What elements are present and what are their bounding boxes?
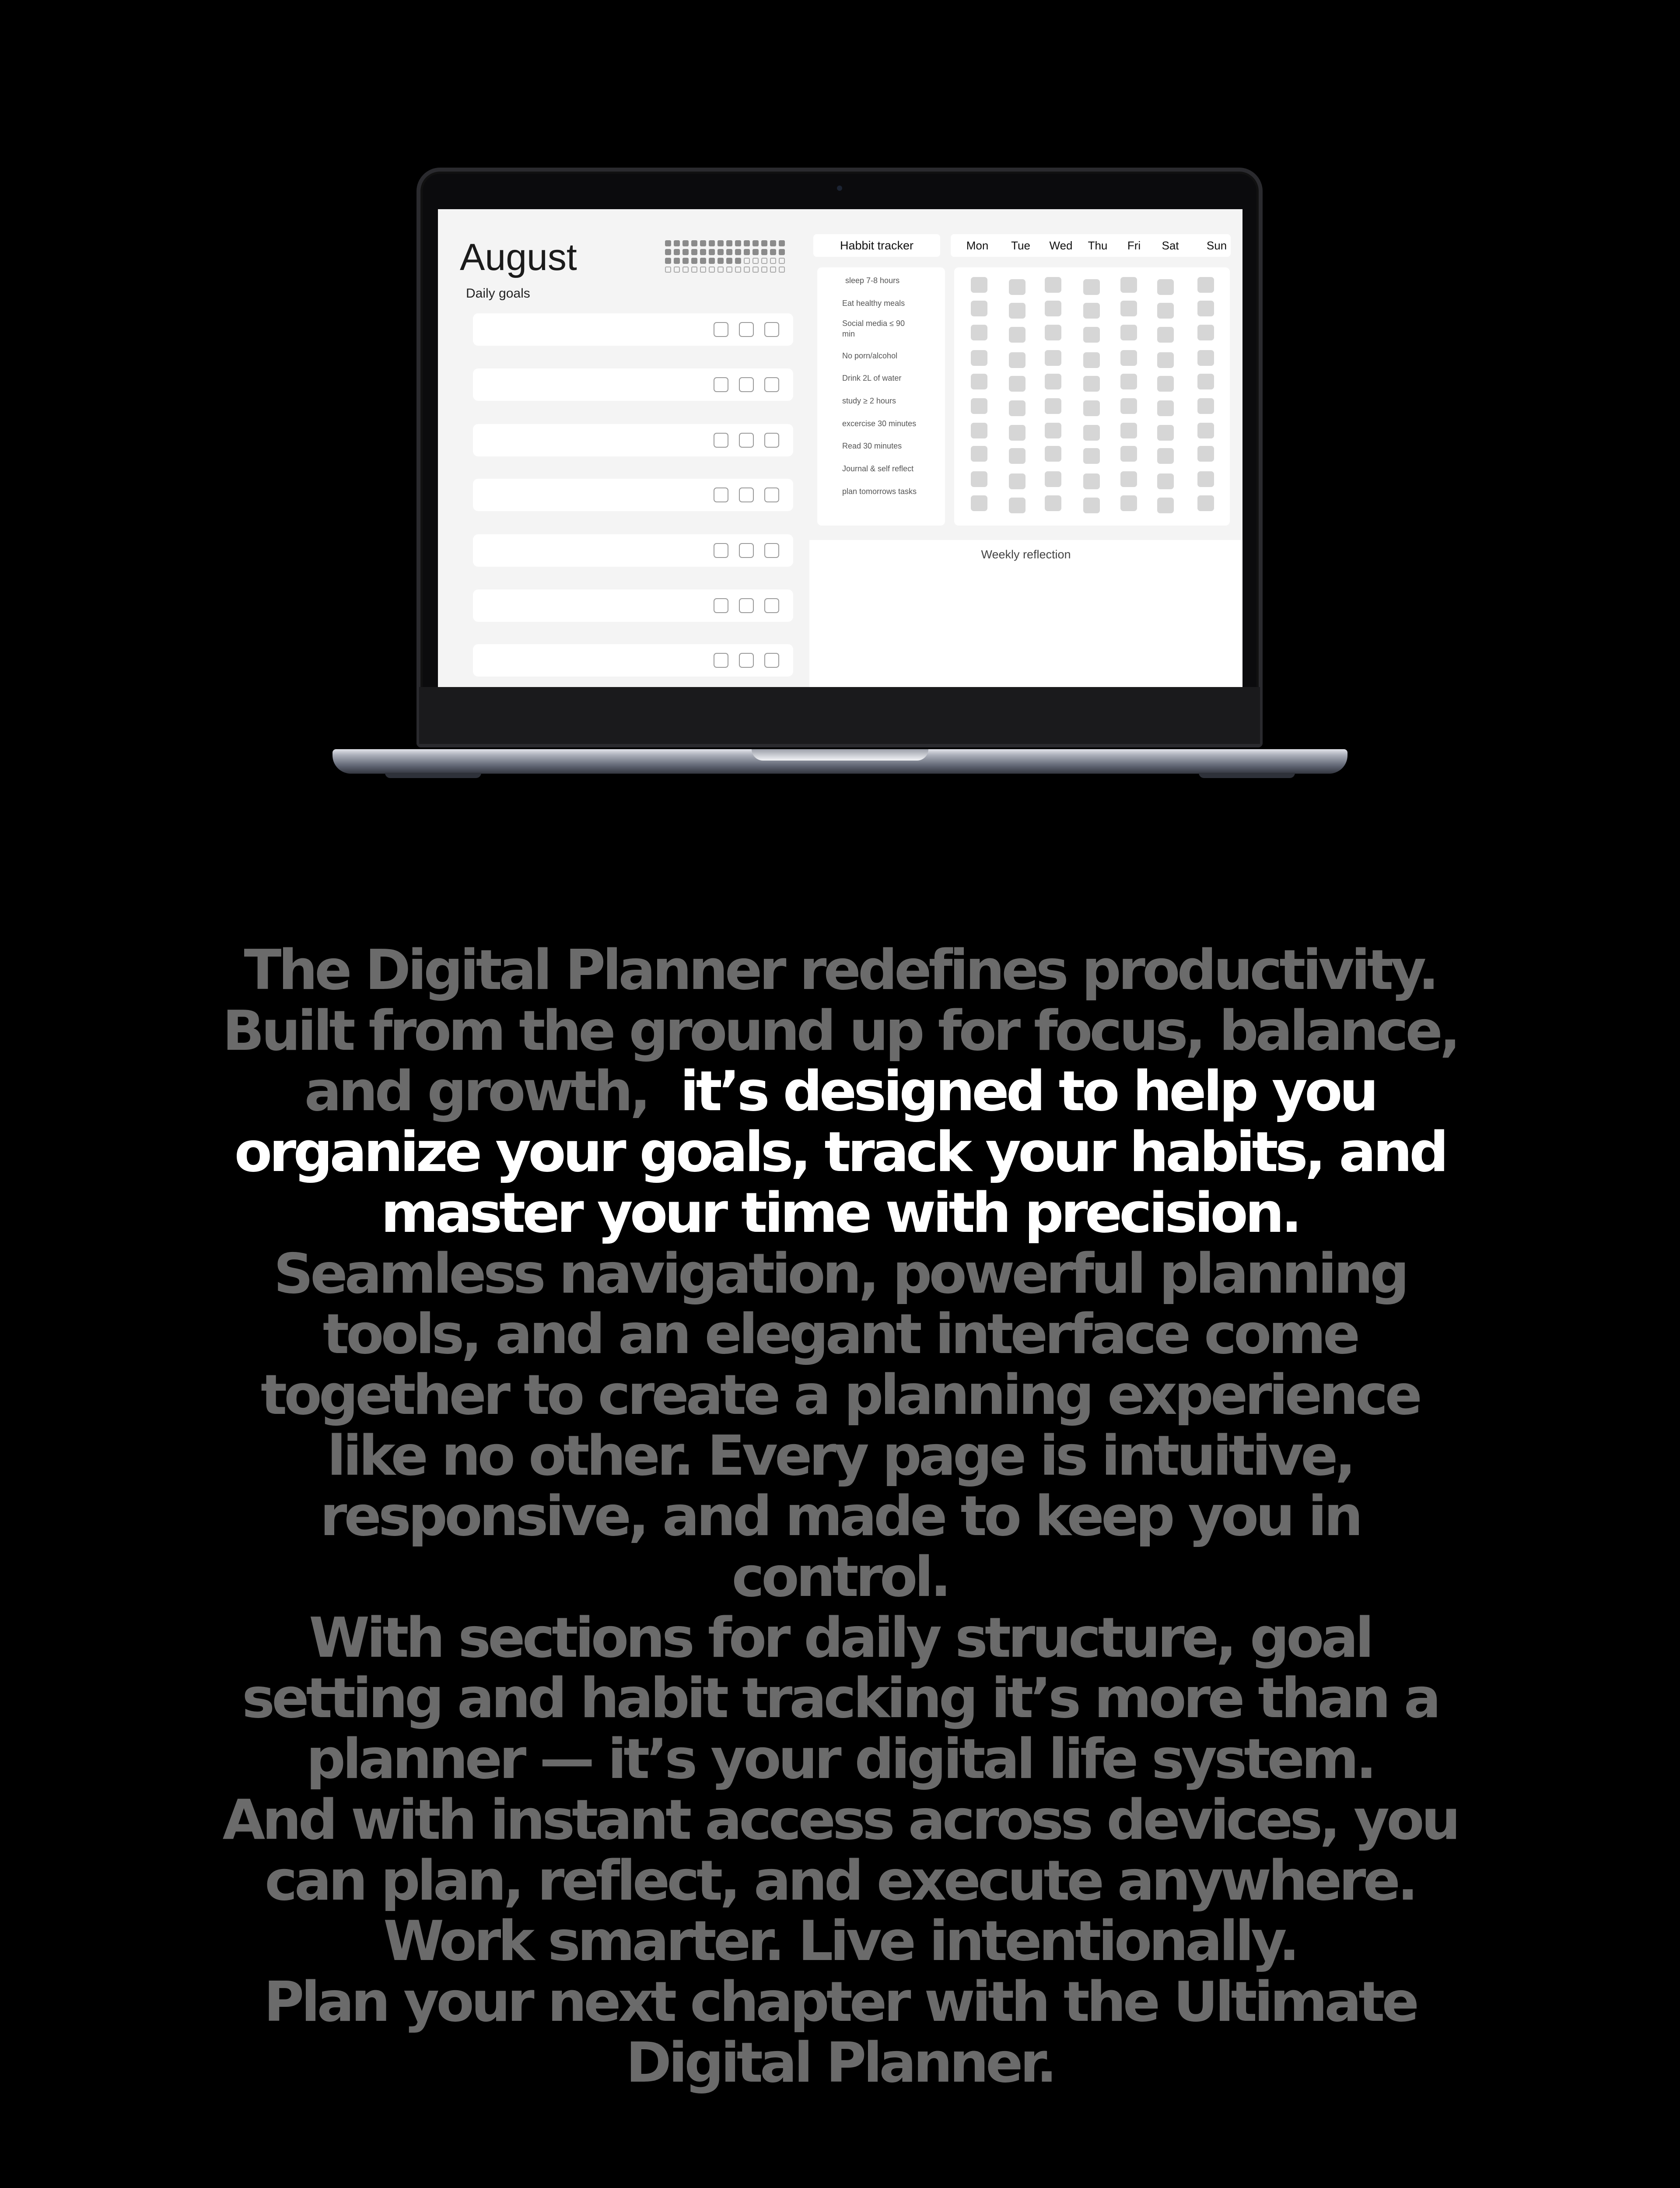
habit-checkbox[interactable] [971, 374, 987, 389]
goal-row[interactable] [473, 644, 793, 677]
copy-line [140, 1061, 1540, 1122]
habit-checkbox[interactable] [1157, 400, 1174, 416]
weekly-reflection-title: Weekly reflection [981, 548, 1071, 561]
habit-checkbox[interactable] [1120, 374, 1137, 389]
habit-checkbox[interactable] [971, 423, 987, 438]
day-label: Sat [1162, 239, 1179, 252]
habit-checkbox[interactable] [1009, 498, 1026, 513]
habit-checkbox[interactable] [1083, 425, 1100, 441]
calendar-day[interactable] [770, 249, 776, 255]
calendar-day[interactable] [752, 266, 759, 273]
habit-label: sleep 7-8 hours [845, 276, 900, 285]
copy-line: Seamless navigation, powerful planning [273, 1241, 1407, 1306]
habit-checkbox[interactable] [1120, 325, 1137, 340]
calendar-day[interactable] [674, 266, 680, 273]
habit-checkbox[interactable] [1009, 473, 1026, 489]
goal-checkbox[interactable] [714, 598, 728, 613]
habit-checkbox[interactable] [1045, 446, 1061, 462]
calendar-day[interactable] [779, 258, 785, 264]
days-header [951, 234, 1231, 257]
calendar-day[interactable] [744, 266, 750, 273]
copy-fragment: and growth, [304, 1059, 648, 1124]
copy-line: Plan your next chapter with the Ultimate [264, 1969, 1416, 2034]
habit-checkbox[interactable] [1009, 327, 1026, 343]
goal-checkbox[interactable] [764, 543, 779, 558]
copy-highlight-line: master your time with precision. [381, 1180, 1299, 1245]
goal-checkbox[interactable] [739, 433, 754, 448]
copy-line: setting and habit tracking it’s more than a [242, 1666, 1438, 1731]
habit-checkbox[interactable] [1197, 301, 1214, 316]
calendar-day[interactable] [682, 266, 689, 273]
habit-checkbox[interactable] [1120, 495, 1137, 511]
copy-highlight-line: organize your goals, track your habits, and [234, 1120, 1446, 1185]
calendar-day[interactable] [726, 258, 732, 264]
copy-line: together to create a planning experience [260, 1362, 1420, 1427]
habit-checkbox[interactable] [1120, 471, 1137, 487]
laptop-opening-lip [752, 749, 928, 761]
habit-checkbox[interactable] [1009, 425, 1026, 441]
marketing-copy [140, 940, 1540, 2093]
weekly-reflection-panel[interactable] [809, 540, 1242, 687]
calendar-day[interactable] [770, 258, 776, 264]
habit-checkbox[interactable] [971, 350, 987, 366]
habit-checkbox[interactable] [1009, 448, 1026, 464]
habit-label: No porn/alcohol [842, 351, 898, 360]
habit-list [817, 267, 945, 526]
habit-grid [954, 267, 1230, 526]
calendar-day[interactable] [752, 249, 759, 255]
calendar-day[interactable] [735, 240, 741, 246]
goal-checkbox[interactable] [764, 653, 779, 668]
calendar-day[interactable] [709, 258, 715, 264]
goal-checkbox[interactable] [739, 487, 754, 502]
habit-checkbox[interactable] [1157, 425, 1174, 441]
calendar-day[interactable] [770, 240, 776, 246]
copy-line: like no other. Every page is intuitive, [327, 1423, 1353, 1488]
day-label: Wed [1049, 239, 1073, 252]
habit-checkbox[interactable] [1120, 423, 1137, 438]
laptop-foot-right [1199, 773, 1295, 778]
copy-line: Built from the ground up for focus, balance, [222, 998, 1458, 1063]
calendar-day[interactable] [674, 258, 680, 264]
calendar-day[interactable] [752, 258, 759, 264]
goal-row[interactable] [473, 479, 793, 511]
calendar-day[interactable] [700, 266, 706, 273]
habit-checkbox[interactable] [1197, 495, 1214, 511]
habit-checkbox[interactable] [1197, 398, 1214, 414]
goal-checkbox[interactable] [739, 543, 754, 558]
day-label: Thu [1088, 239, 1108, 252]
habit-checkbox[interactable] [1045, 495, 1061, 511]
habit-label: Drink 2L of water [842, 374, 902, 382]
habit-checkbox[interactable] [1083, 352, 1100, 368]
habit-checkbox[interactable] [1120, 398, 1137, 414]
goal-checkbox[interactable] [714, 543, 728, 558]
habit-checkbox[interactable] [1083, 473, 1100, 489]
habit-checkbox[interactable] [1197, 471, 1214, 487]
habit-tracker-title: Habbit tracker [840, 238, 914, 252]
habit-checkbox[interactable] [1197, 350, 1214, 366]
habit-checkbox[interactable] [1083, 448, 1100, 464]
habit-checkbox[interactable] [1197, 423, 1214, 438]
habit-checkbox[interactable] [1045, 325, 1061, 340]
habit-checkbox[interactable] [1045, 277, 1061, 293]
habit-checkbox[interactable] [1083, 303, 1100, 319]
calendar-day[interactable] [691, 266, 697, 273]
calendar-day[interactable] [665, 266, 671, 273]
calendar-day[interactable] [735, 266, 741, 273]
habit-checkbox[interactable] [1157, 448, 1174, 464]
calendar-day[interactable] [709, 240, 715, 246]
calendar-day[interactable] [718, 266, 724, 273]
calendar-day[interactable] [735, 258, 741, 264]
goal-checkbox[interactable] [739, 322, 754, 337]
planner-screen [438, 209, 1242, 687]
calendar-day[interactable] [718, 249, 724, 255]
habit-checkbox[interactable] [1157, 279, 1174, 295]
copy-line: Work smarter. Live intentionally. [383, 1909, 1297, 1974]
habit-checkbox[interactable] [1045, 374, 1061, 389]
calendar-day[interactable] [674, 240, 680, 246]
copy-line: responsive, and made to keep you in [320, 1484, 1360, 1549]
goal-checkbox[interactable] [714, 433, 728, 448]
habit-checkbox[interactable] [1009, 352, 1026, 368]
calendar-day[interactable] [761, 249, 767, 255]
habit-checkbox[interactable] [1157, 376, 1174, 392]
calendar-day[interactable] [726, 266, 732, 273]
calendar-day[interactable] [726, 240, 732, 246]
calendar-day[interactable] [691, 258, 697, 264]
habit-checkbox[interactable] [971, 495, 987, 511]
habit-checkbox[interactable] [1197, 277, 1214, 293]
calendar-day[interactable] [744, 249, 750, 255]
calendar-day[interactable] [726, 249, 732, 255]
goal-checkbox[interactable] [739, 653, 754, 668]
habit-checkbox[interactable] [971, 471, 987, 487]
laptop-chin [419, 687, 1260, 744]
goal-row[interactable] [473, 424, 793, 456]
calendar-day[interactable] [691, 240, 697, 246]
habit-tracker-header [813, 234, 940, 257]
calendar-day[interactable] [744, 240, 750, 246]
calendar-day[interactable] [700, 258, 706, 264]
calendar-day[interactable] [761, 266, 767, 273]
habit-checkbox[interactable] [1157, 303, 1174, 319]
habit-checkbox[interactable] [1120, 350, 1137, 366]
calendar-day[interactable] [752, 240, 759, 246]
copy-line: planner — it’s your digital life system. [306, 1727, 1374, 1792]
month-title: August [460, 236, 577, 278]
day-label: Sun [1206, 239, 1227, 252]
camera-icon [837, 186, 842, 191]
habit-checkbox[interactable] [971, 325, 987, 340]
goal-checkbox[interactable] [764, 377, 779, 392]
calendar-day[interactable] [718, 240, 724, 246]
habit-label: study ≥ 2 hours [842, 396, 896, 405]
habit-checkbox[interactable] [1120, 446, 1137, 462]
habit-checkbox[interactable] [1120, 301, 1137, 316]
goal-checkbox[interactable] [764, 433, 779, 448]
habit-checkbox[interactable] [1157, 473, 1174, 489]
habit-checkbox[interactable] [1120, 277, 1137, 293]
goal-row[interactable] [473, 589, 793, 622]
day-label: Tue [1011, 239, 1030, 252]
mini-calendar [665, 240, 786, 284]
calendar-day[interactable] [700, 240, 706, 246]
calendar-day[interactable] [779, 266, 785, 273]
habit-checkbox[interactable] [971, 277, 987, 293]
habit-checkbox[interactable] [1045, 471, 1061, 487]
copy-line: tools, and an elegant interface come [322, 1302, 1358, 1367]
calendar-day[interactable] [770, 266, 776, 273]
habit-checkbox[interactable] [1197, 325, 1214, 340]
calendar-day[interactable] [691, 249, 697, 255]
calendar-day[interactable] [718, 258, 724, 264]
habit-checkbox[interactable] [1045, 301, 1061, 316]
habit-checkbox[interactable] [971, 301, 987, 316]
habit-checkbox[interactable] [1197, 446, 1214, 462]
habit-checkbox[interactable] [1045, 423, 1061, 438]
habit-label: Social media ≤ 90 min [842, 319, 905, 338]
calendar-day[interactable] [709, 249, 715, 255]
goal-row[interactable] [473, 368, 793, 401]
habit-checkbox[interactable] [1045, 398, 1061, 414]
habit-checkbox[interactable] [1009, 400, 1026, 416]
calendar-day[interactable] [709, 266, 715, 273]
habit-checkbox[interactable] [1083, 327, 1100, 343]
copy-line: can plan, reflect, and execute anywhere. [265, 1848, 1415, 1913]
habit-checkbox[interactable] [1009, 376, 1026, 392]
habit-label: excercise 30 minutes [842, 419, 917, 428]
calendar-day[interactable] [665, 249, 671, 255]
habit-checkbox[interactable] [971, 446, 987, 462]
copy-line: With sections for daily structure, goal [309, 1605, 1371, 1670]
habit-checkbox[interactable] [1197, 374, 1214, 389]
habit-checkbox[interactable] [1157, 498, 1174, 513]
habit-checkbox[interactable] [1083, 279, 1100, 295]
habit-checkbox[interactable] [1083, 498, 1100, 513]
calendar-day[interactable] [682, 240, 689, 246]
calendar-day[interactable] [682, 249, 689, 255]
goal-checkbox[interactable] [714, 377, 728, 392]
copy-line: control. [732, 1545, 948, 1609]
calendar-day[interactable] [779, 249, 785, 255]
calendar-day[interactable] [700, 249, 706, 255]
goal-row[interactable] [473, 313, 793, 346]
calendar-day[interactable] [682, 258, 689, 264]
calendar-day[interactable] [744, 258, 750, 264]
goal-checkbox[interactable] [764, 598, 779, 613]
calendar-day[interactable] [779, 240, 785, 246]
goal-checkbox[interactable] [714, 322, 728, 337]
copy-highlight: it’s designed to help you [680, 1059, 1376, 1124]
habit-label: Eat healthy meals [842, 299, 905, 308]
habit-checkbox[interactable] [971, 398, 987, 414]
goal-checkbox[interactable] [739, 598, 754, 613]
goal-checkbox[interactable] [764, 487, 779, 502]
habit-label: plan tomorrows tasks [842, 487, 917, 496]
calendar-day[interactable] [674, 249, 680, 255]
day-label: Fri [1127, 239, 1141, 252]
calendar-day[interactable] [665, 240, 671, 246]
goal-checkbox[interactable] [764, 322, 779, 337]
habit-checkbox[interactable] [1157, 352, 1174, 368]
calendar-day[interactable] [761, 258, 767, 264]
habit-checkbox[interactable] [1009, 303, 1026, 319]
habit-label: Journal & self reflect [842, 464, 914, 473]
laptop-foot-left [385, 773, 481, 778]
copy-line: Digital Planner. [626, 2030, 1054, 2095]
habit-checkbox[interactable] [1157, 327, 1174, 343]
habit-checkbox[interactable] [1009, 279, 1026, 295]
calendar-day[interactable] [665, 258, 671, 264]
habit-checkbox[interactable] [1083, 400, 1100, 416]
day-label: Mon [966, 239, 989, 252]
calendar-day[interactable] [761, 240, 767, 246]
goal-checkbox[interactable] [714, 487, 728, 502]
habit-checkbox[interactable] [1083, 376, 1100, 392]
calendar-day[interactable] [735, 249, 741, 255]
copy-line: And with instant access across devices, you [222, 1787, 1458, 1852]
goal-checkbox[interactable] [714, 653, 728, 668]
habit-checkbox[interactable] [1045, 350, 1061, 366]
goal-row[interactable] [473, 534, 793, 567]
habit-label: Read 30 minutes [842, 442, 902, 450]
copy-line: The Digital Planner redefines productivity. [244, 938, 1436, 1002]
goal-checkbox[interactable] [739, 377, 754, 392]
daily-goals-heading: Daily goals [466, 286, 530, 301]
